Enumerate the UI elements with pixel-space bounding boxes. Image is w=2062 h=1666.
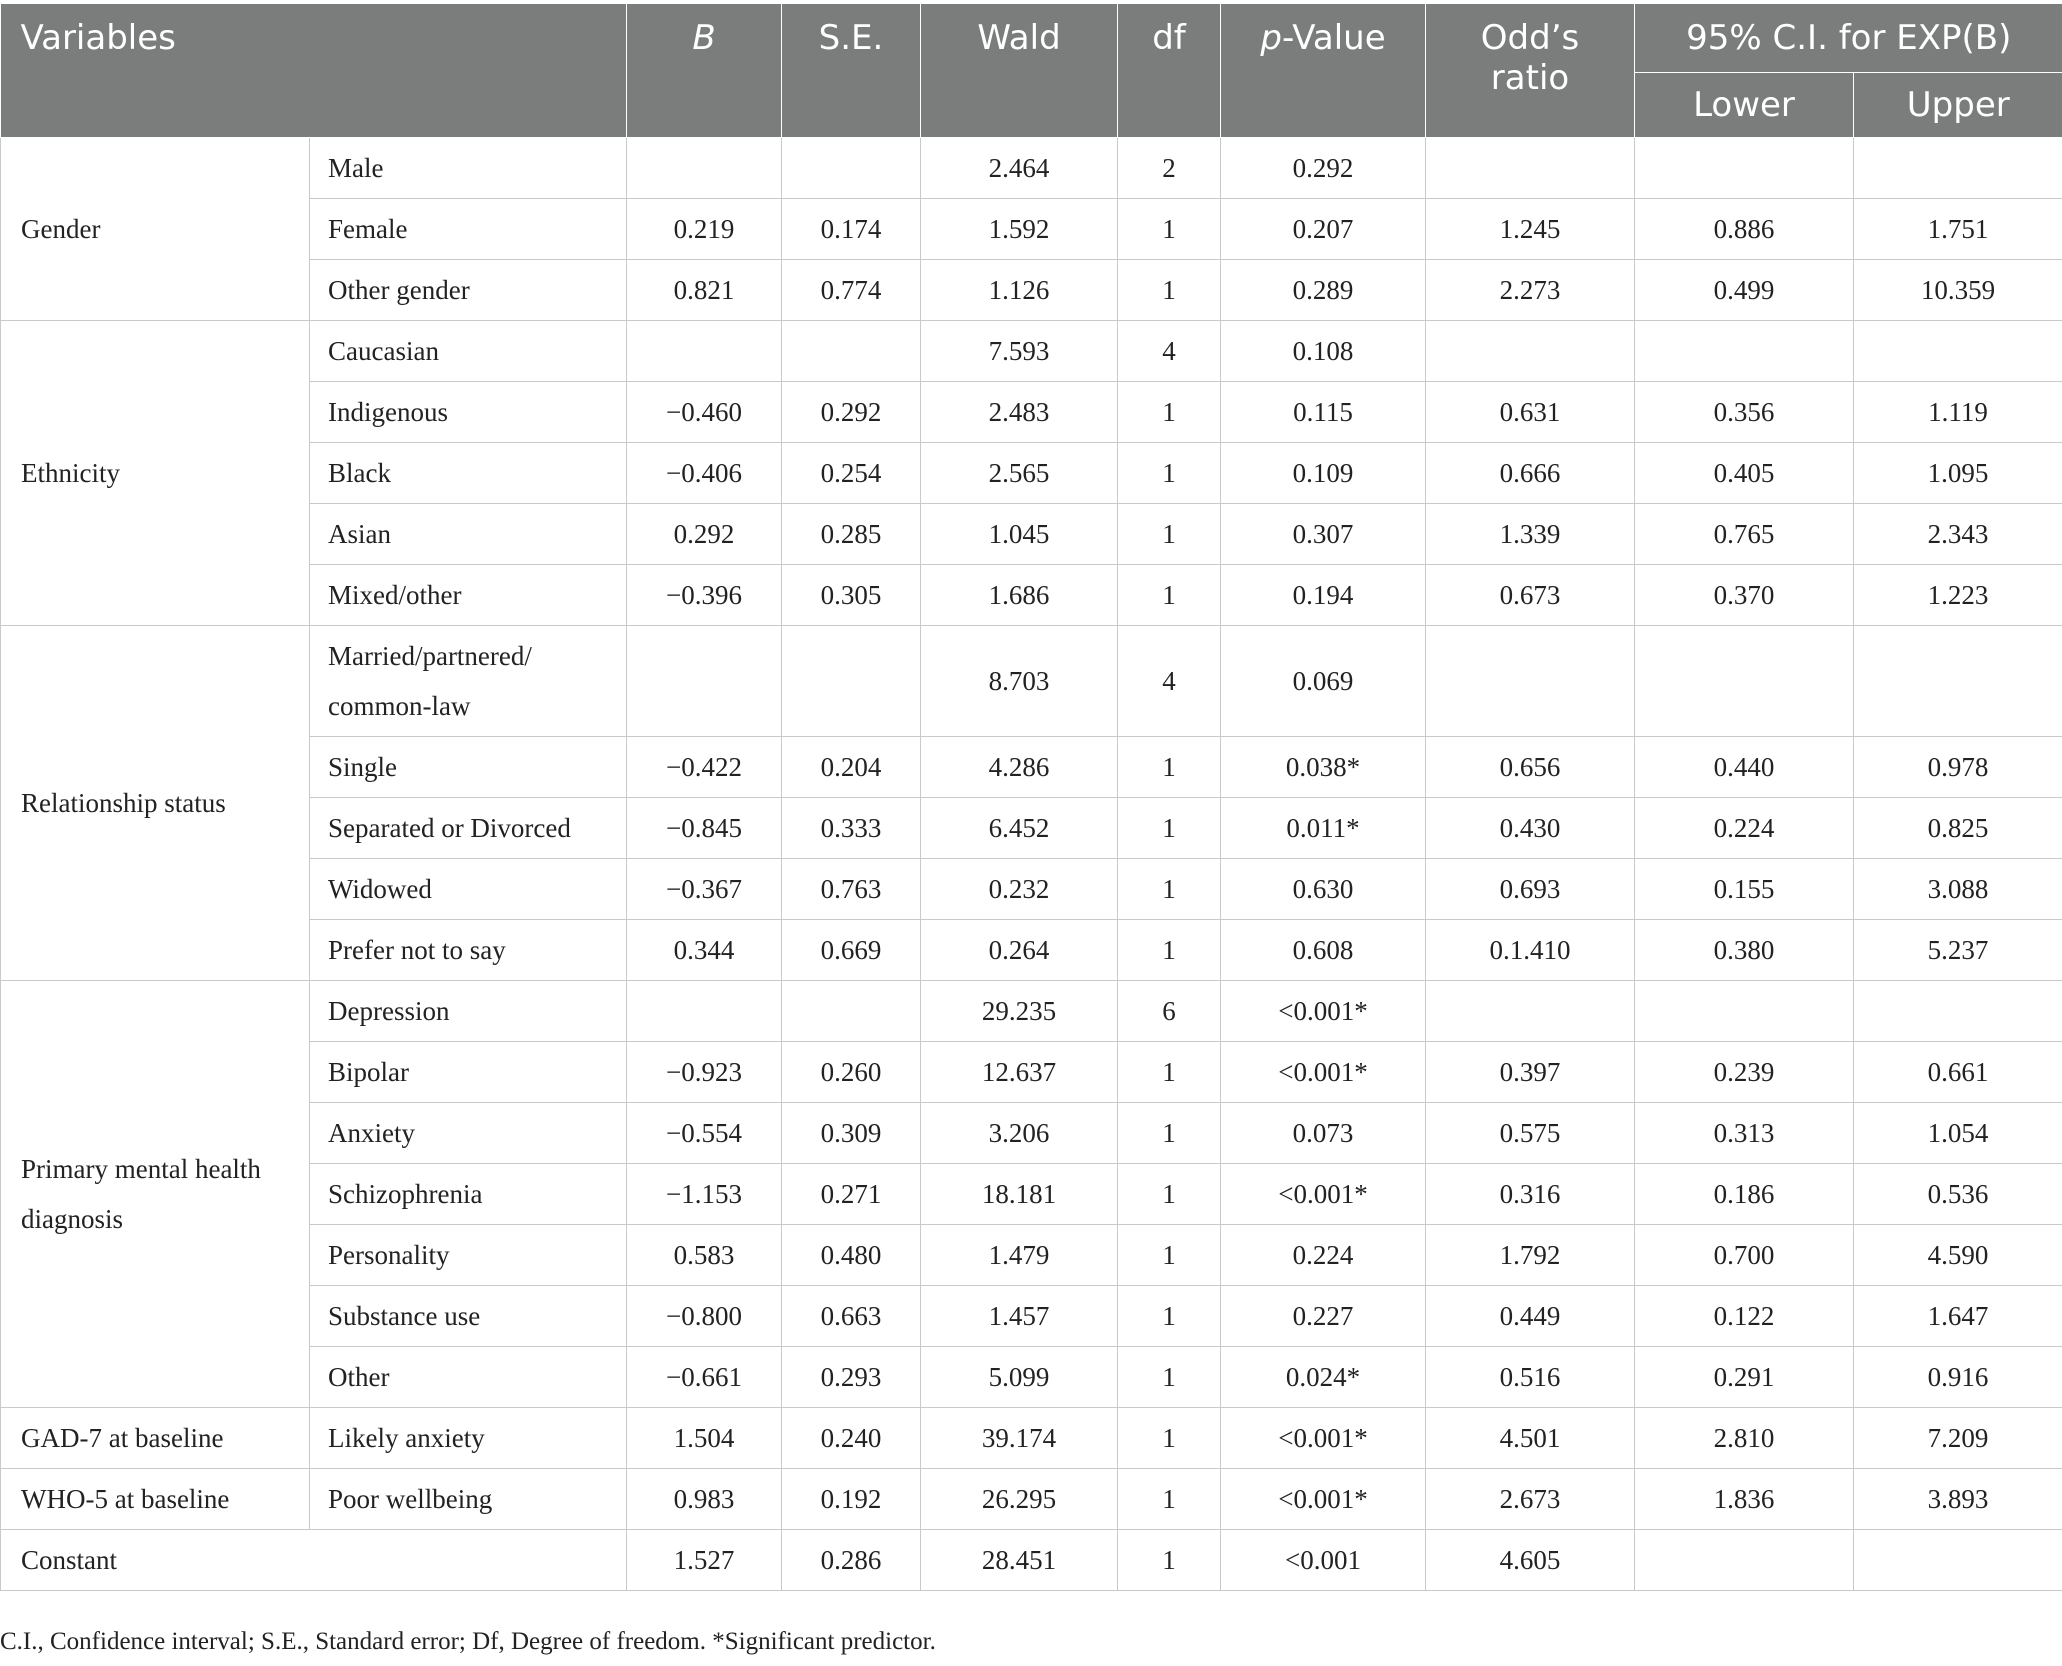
cell-se: 0.286	[782, 1530, 921, 1591]
cell-lower	[1635, 626, 1854, 737]
cell-p: 0.307	[1221, 504, 1426, 565]
cell-b: −0.661	[627, 1347, 782, 1408]
cell-df: 1	[1118, 1408, 1221, 1469]
cell-p: 0.207	[1221, 199, 1426, 260]
cell-or: 4.605	[1426, 1530, 1635, 1591]
cell-wald: 7.593	[921, 321, 1118, 382]
cell-p: 0.069	[1221, 626, 1426, 737]
table-row	[1, 1225, 2062, 1286]
cell-lower: 2.810	[1635, 1408, 1854, 1469]
cell-lower	[1635, 981, 1854, 1042]
cell-upper: 1.054	[1854, 1103, 2062, 1164]
cell-p: 0.608	[1221, 920, 1426, 981]
table-row	[1, 1469, 2062, 1530]
cell-b: 0.821	[627, 260, 782, 321]
category-label: Anxiety	[310, 1103, 627, 1164]
table-row	[1, 981, 2062, 1042]
header-p-italic: p	[1260, 18, 1282, 58]
cell-se: 0.305	[782, 565, 921, 626]
category-label: Likely anxiety	[310, 1408, 627, 1469]
cell-p: 0.024*	[1221, 1347, 1426, 1408]
cell-or: 2.673	[1426, 1469, 1635, 1530]
category-label: Mixed/other	[310, 565, 627, 626]
cell-df: 1	[1118, 1164, 1221, 1225]
cell-upper	[1854, 321, 2062, 382]
category-label: Other gender	[310, 260, 627, 321]
cell-p: 0.194	[1221, 565, 1426, 626]
cell-or	[1426, 981, 1635, 1042]
cell-upper: 10.359	[1854, 260, 2062, 321]
table-row	[1, 859, 2062, 920]
table-row	[1, 1103, 2062, 1164]
cell-lower: 0.700	[1635, 1225, 1854, 1286]
group-label: Gender	[1, 138, 310, 321]
cell-lower: 0.765	[1635, 504, 1854, 565]
cell-upper: 3.088	[1854, 859, 2062, 920]
cell-wald: 5.099	[921, 1347, 1118, 1408]
cell-p: 0.630	[1221, 859, 1426, 920]
cell-lower: 0.440	[1635, 737, 1854, 798]
cell-wald: 1.457	[921, 1286, 1118, 1347]
cell-se: 0.293	[782, 1347, 921, 1408]
category-label: Other	[310, 1347, 627, 1408]
table-row	[1, 920, 2062, 981]
cell-or: 0.666	[1426, 443, 1635, 504]
cell-b: −0.422	[627, 737, 782, 798]
group-label: Ethnicity	[1, 321, 310, 626]
cell-or: 0.516	[1426, 1347, 1635, 1408]
cell-lower: 0.239	[1635, 1042, 1854, 1103]
cell-se: 0.260	[782, 1042, 921, 1103]
cell-wald: 2.565	[921, 443, 1118, 504]
header-p-suffix: -Value	[1281, 18, 1386, 58]
cell-or: 0.656	[1426, 737, 1635, 798]
cell-upper: 2.343	[1854, 504, 2062, 565]
cell-or: 0.1.410	[1426, 920, 1635, 981]
cell-df: 1	[1118, 199, 1221, 260]
table-row	[1, 138, 2062, 199]
category-label: Single	[310, 737, 627, 798]
cell-p: 0.227	[1221, 1286, 1426, 1347]
cell-se: 0.774	[782, 260, 921, 321]
header-df: df	[1118, 4, 1221, 138]
table-row	[1, 443, 2062, 504]
cell-lower: 0.122	[1635, 1286, 1854, 1347]
header-wald: Wald	[921, 4, 1118, 138]
cell-upper: 7.209	[1854, 1408, 2062, 1469]
group-label: Primary mental health diagnosis	[1, 981, 310, 1408]
table-footnote: C.I., Confidence interval; S.E., Standard error; Df, Degree of freedom. *Significant predictor.	[0, 1628, 936, 1655]
group-label: Relationship status	[1, 626, 310, 981]
cell-se: 0.663	[782, 1286, 921, 1347]
table-row	[1, 565, 2062, 626]
cell-upper	[1854, 981, 2062, 1042]
header-b-text: B	[692, 18, 716, 58]
cell-upper: 1.095	[1854, 443, 2062, 504]
cell-or: 1.792	[1426, 1225, 1635, 1286]
cell-upper	[1854, 1530, 2062, 1591]
cell-or: 0.430	[1426, 798, 1635, 859]
cell-lower: 0.186	[1635, 1164, 1854, 1225]
cell-wald: 39.174	[921, 1408, 1118, 1469]
cell-b: 0.292	[627, 504, 782, 565]
cell-se: 0.192	[782, 1469, 921, 1530]
table-row	[1, 504, 2062, 565]
cell-p: 0.109	[1221, 443, 1426, 504]
cell-b: −0.460	[627, 382, 782, 443]
table-body	[1, 138, 2062, 1591]
table-row	[1, 1408, 2062, 1469]
cell-se: 0.240	[782, 1408, 921, 1469]
cell-lower	[1635, 138, 1854, 199]
cell-df: 1	[1118, 260, 1221, 321]
cell-upper: 1.119	[1854, 382, 2062, 443]
category-label: Bipolar	[310, 1042, 627, 1103]
cell-b: −0.845	[627, 798, 782, 859]
cell-p: <0.001*	[1221, 981, 1426, 1042]
cell-se	[782, 138, 921, 199]
table-row	[1, 382, 2062, 443]
cell-se: 0.271	[782, 1164, 921, 1225]
cell-b	[627, 138, 782, 199]
cell-se	[782, 981, 921, 1042]
cell-upper: 0.536	[1854, 1164, 2062, 1225]
cell-p: <0.001*	[1221, 1469, 1426, 1530]
cell-lower: 0.499	[1635, 260, 1854, 321]
cell-p: <0.001*	[1221, 1164, 1426, 1225]
cell-wald: 12.637	[921, 1042, 1118, 1103]
table-row	[1, 199, 2062, 260]
cell-or: 1.245	[1426, 199, 1635, 260]
cell-p: <0.001	[1221, 1530, 1426, 1591]
group-label: WHO-5 at baseline	[1, 1469, 310, 1530]
cell-p: 0.108	[1221, 321, 1426, 382]
table-row	[1, 626, 2062, 737]
category-label: Schizophrenia	[310, 1164, 627, 1225]
cell-wald: 1.045	[921, 504, 1118, 565]
category-label: Married/partnered/ common-law	[310, 626, 627, 737]
cell-df: 1	[1118, 1103, 1221, 1164]
table-row	[1, 1347, 2062, 1408]
cell-or: 1.339	[1426, 504, 1635, 565]
cell-b: 1.527	[627, 1530, 782, 1591]
cell-wald: 3.206	[921, 1103, 1118, 1164]
table-row	[1, 321, 2062, 382]
header-b	[627, 4, 782, 138]
header-lower: Lower	[1635, 73, 1854, 138]
category-label: Black	[310, 443, 627, 504]
cell-or: 0.397	[1426, 1042, 1635, 1103]
cell-se: 0.285	[782, 504, 921, 565]
category-label: Separated or Divorced	[310, 798, 627, 859]
table-row-constant	[1, 1530, 2062, 1591]
cell-p: 0.289	[1221, 260, 1426, 321]
cell-wald: 1.686	[921, 565, 1118, 626]
cell-wald: 4.286	[921, 737, 1118, 798]
cell-upper	[1854, 138, 2062, 199]
cell-lower	[1635, 1530, 1854, 1591]
cell-p: 0.073	[1221, 1103, 1426, 1164]
cell-or	[1426, 626, 1635, 737]
category-label: Substance use	[310, 1286, 627, 1347]
cell-df: 2	[1118, 138, 1221, 199]
cell-p: 0.038*	[1221, 737, 1426, 798]
cell-wald: 26.295	[921, 1469, 1118, 1530]
cell-se: 0.204	[782, 737, 921, 798]
category-label: Indigenous	[310, 382, 627, 443]
constant-label: Constant	[1, 1530, 627, 1591]
cell-p: 0.011*	[1221, 798, 1426, 859]
cell-lower: 0.313	[1635, 1103, 1854, 1164]
cell-df: 1	[1118, 1347, 1221, 1408]
cell-wald: 2.464	[921, 138, 1118, 199]
cell-df: 6	[1118, 981, 1221, 1042]
category-label: Male	[310, 138, 627, 199]
cell-upper: 4.590	[1854, 1225, 2062, 1286]
header-ci: 95% C.I. for EXP(B)	[1635, 4, 2062, 73]
cell-df: 1	[1118, 1225, 1221, 1286]
regression-table	[0, 4, 2062, 1591]
cell-p: 0.292	[1221, 138, 1426, 199]
cell-lower: 0.886	[1635, 199, 1854, 260]
cell-lower: 0.380	[1635, 920, 1854, 981]
category-label: Widowed	[310, 859, 627, 920]
header-odds-ratio: Odd’s ratio	[1426, 4, 1635, 138]
cell-lower: 0.291	[1635, 1347, 1854, 1408]
category-label: Asian	[310, 504, 627, 565]
table-row	[1, 1164, 2062, 1225]
cell-b: 1.504	[627, 1408, 782, 1469]
cell-upper: 1.647	[1854, 1286, 2062, 1347]
cell-or: 0.575	[1426, 1103, 1635, 1164]
cell-df: 1	[1118, 1469, 1221, 1530]
cell-df: 4	[1118, 321, 1221, 382]
cell-lower: 0.356	[1635, 382, 1854, 443]
cell-wald: 6.452	[921, 798, 1118, 859]
cell-b: −0.396	[627, 565, 782, 626]
cell-b: 0.219	[627, 199, 782, 260]
category-label: Female	[310, 199, 627, 260]
cell-df: 1	[1118, 382, 1221, 443]
cell-b	[627, 626, 782, 737]
header-variables: Variables	[1, 4, 627, 138]
header-p-value	[1221, 4, 1426, 138]
cell-b	[627, 321, 782, 382]
cell-se: 0.174	[782, 199, 921, 260]
cell-wald: 0.232	[921, 859, 1118, 920]
category-label: Prefer not to say	[310, 920, 627, 981]
table-row	[1, 260, 2062, 321]
cell-b: 0.583	[627, 1225, 782, 1286]
cell-b: −0.800	[627, 1286, 782, 1347]
cell-upper: 0.916	[1854, 1347, 2062, 1408]
cell-lower: 0.224	[1635, 798, 1854, 859]
table-header	[1, 4, 2062, 138]
table-row	[1, 798, 2062, 859]
table-row	[1, 1042, 2062, 1103]
cell-b: −0.554	[627, 1103, 782, 1164]
cell-p: 0.115	[1221, 382, 1426, 443]
table-row	[1, 1286, 2062, 1347]
cell-wald: 1.479	[921, 1225, 1118, 1286]
cell-b: 0.983	[627, 1469, 782, 1530]
cell-lower: 0.155	[1635, 859, 1854, 920]
category-label: Poor wellbeing	[310, 1469, 627, 1530]
cell-df: 1	[1118, 1042, 1221, 1103]
cell-upper: 1.751	[1854, 199, 2062, 260]
cell-wald: 1.126	[921, 260, 1118, 321]
header-se: S.E.	[782, 4, 921, 138]
cell-se: 0.254	[782, 443, 921, 504]
cell-wald: 28.451	[921, 1530, 1118, 1591]
cell-p: 0.224	[1221, 1225, 1426, 1286]
category-label: Depression	[310, 981, 627, 1042]
cell-upper: 0.978	[1854, 737, 2062, 798]
cell-p: <0.001*	[1221, 1042, 1426, 1103]
cell-lower	[1635, 321, 1854, 382]
cell-lower: 0.405	[1635, 443, 1854, 504]
cell-or: 0.316	[1426, 1164, 1635, 1225]
cell-upper: 0.825	[1854, 798, 2062, 859]
cell-se: 0.292	[782, 382, 921, 443]
cell-or	[1426, 321, 1635, 382]
cell-se: 0.309	[782, 1103, 921, 1164]
cell-se: 0.480	[782, 1225, 921, 1286]
cell-b: −1.153	[627, 1164, 782, 1225]
cell-se: 0.333	[782, 798, 921, 859]
cell-or: 2.273	[1426, 260, 1635, 321]
cell-or: 0.631	[1426, 382, 1635, 443]
cell-b: −0.406	[627, 443, 782, 504]
cell-df: 1	[1118, 798, 1221, 859]
cell-b: 0.344	[627, 920, 782, 981]
cell-wald: 2.483	[921, 382, 1118, 443]
cell-b: −0.923	[627, 1042, 782, 1103]
cell-lower: 0.370	[1635, 565, 1854, 626]
cell-or: 4.501	[1426, 1408, 1635, 1469]
table-row	[1, 737, 2062, 798]
cell-upper: 3.893	[1854, 1469, 2062, 1530]
cell-upper: 0.661	[1854, 1042, 2062, 1103]
category-label: Caucasian	[310, 321, 627, 382]
cell-upper: 5.237	[1854, 920, 2062, 981]
cell-df: 1	[1118, 504, 1221, 565]
cell-lower: 1.836	[1635, 1469, 1854, 1530]
cell-or: 0.449	[1426, 1286, 1635, 1347]
cell-df: 1	[1118, 443, 1221, 504]
cell-upper: 1.223	[1854, 565, 2062, 626]
cell-b: −0.367	[627, 859, 782, 920]
cell-or: 0.693	[1426, 859, 1635, 920]
cell-df: 1	[1118, 737, 1221, 798]
cell-df: 1	[1118, 859, 1221, 920]
cell-df: 1	[1118, 1286, 1221, 1347]
category-label: Personality	[310, 1225, 627, 1286]
cell-df: 1	[1118, 920, 1221, 981]
cell-se	[782, 321, 921, 382]
cell-wald: 1.592	[921, 199, 1118, 260]
cell-or	[1426, 138, 1635, 199]
cell-wald: 29.235	[921, 981, 1118, 1042]
cell-upper	[1854, 626, 2062, 737]
cell-wald: 18.181	[921, 1164, 1118, 1225]
cell-df: 1	[1118, 1530, 1221, 1591]
cell-or: 0.673	[1426, 565, 1635, 626]
cell-df: 1	[1118, 565, 1221, 626]
cell-wald: 0.264	[921, 920, 1118, 981]
cell-df: 4	[1118, 626, 1221, 737]
cell-wald: 8.703	[921, 626, 1118, 737]
group-label: GAD-7 at baseline	[1, 1408, 310, 1469]
cell-b	[627, 981, 782, 1042]
cell-se	[782, 626, 921, 737]
cell-se: 0.763	[782, 859, 921, 920]
cell-se: 0.669	[782, 920, 921, 981]
cell-p: <0.001*	[1221, 1408, 1426, 1469]
header-upper: Upper	[1854, 73, 2062, 138]
